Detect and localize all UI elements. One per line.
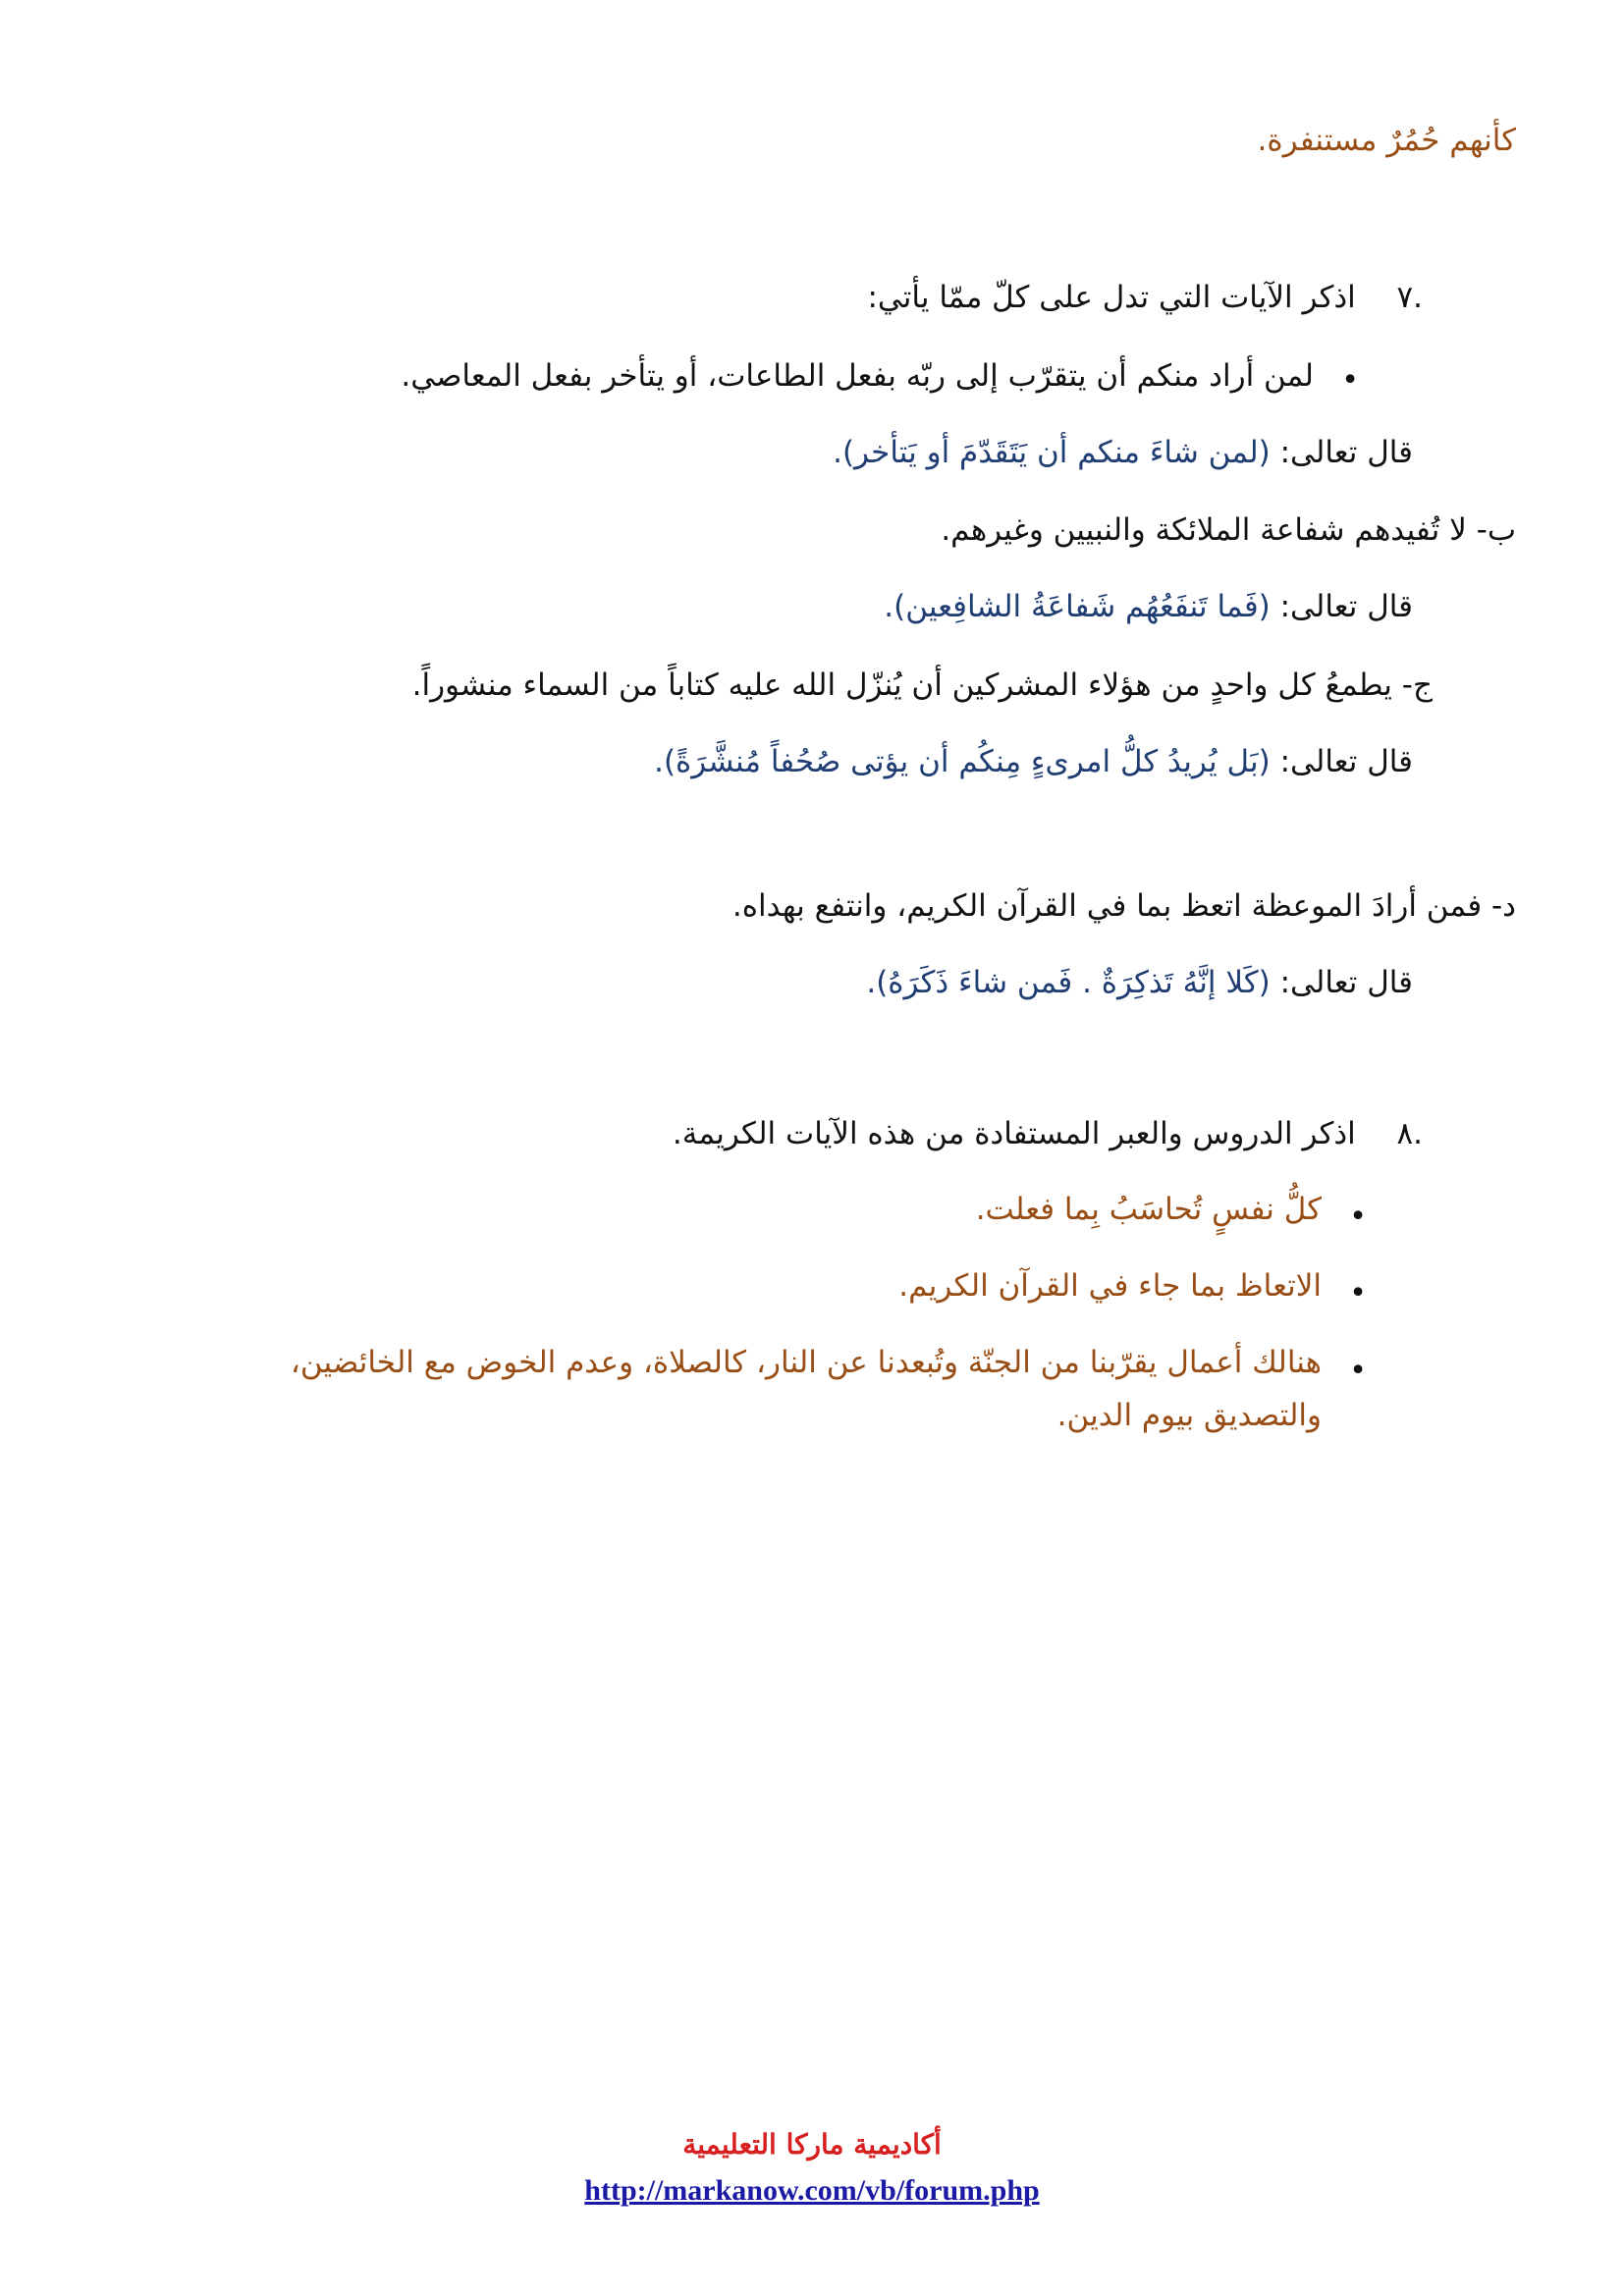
lesson-item-continuation: والتصديق بيوم الدين. — [1056, 1398, 1322, 1433]
answer-label: قال تعالى: — [1279, 435, 1413, 470]
item-b-answer — [884, 589, 1413, 624]
footer-link[interactable]: http://markanow.com/vb/forum.php — [584, 2174, 1040, 2207]
item-a-answer — [833, 435, 1413, 470]
question-8-number: .٨ — [1396, 1116, 1423, 1151]
answer-verse: (فَما تَنفَعُهُم شَفاعَةُ الشافِعين). — [884, 589, 1271, 624]
answer-verse: (لمن شاءَ منكم أن يَتَقَدّمَ أو يَتأخر). — [833, 435, 1271, 470]
item-a-prompt: لمن أراد منكم أن يتقرّب إلى ربّه بفعل الطاعات، أو يتأخر بفعل المعاصي. — [401, 358, 1314, 394]
answer-verse: (كَلا إنَّهُ تَذكِرَةٌ . فَمن شاءَ ذَكَرَهُ). — [866, 965, 1271, 1000]
item-c-prompt: ج- يطمعُ كل واحدٍ من هؤلاء المشركين أن يُنزّل الله عليه كتاباً من السماء منشوراً. — [411, 667, 1433, 703]
item-b-prompt: ب- لا تُفيدهم شفاعة الملائكة والنبيين وغيرهم. — [941, 512, 1516, 548]
lesson-item: كلُّ نفسٍ تُحاسَبُ بِما فعلت. — [975, 1192, 1322, 1227]
question-7-number: .٧ — [1396, 280, 1423, 315]
bullet-icon: • — [1349, 1276, 1367, 1310]
bullet-icon: • — [1349, 1354, 1367, 1388]
answer-label: قال تعالى: — [1279, 965, 1413, 1000]
question-7 — [867, 280, 1423, 315]
answer-label: قال تعالى: — [1279, 589, 1413, 624]
item-d-prompt: د- فمن أرادَ الموعظة اتعظ بما في القرآن الكريم، وانتفع بهداه. — [731, 888, 1516, 924]
footer-title: أكاديمية ماركا التعليمية — [682, 2128, 942, 2161]
answer-label: قال تعالى: — [1279, 744, 1413, 779]
bullet-icon: • — [1341, 363, 1359, 398]
item-d-answer — [866, 965, 1413, 1000]
item-c-answer — [654, 744, 1413, 779]
question-8-text: اذكر الدروس والعبر المستفادة من هذه الآيات الكريمة. — [672, 1116, 1356, 1151]
bullet-icon: • — [1349, 1200, 1367, 1234]
question-8 — [673, 1116, 1423, 1151]
lesson-item: هنالك أعمال يقرّبنا من الجنّة وتُبعدنا عن النار، كالصلاة، وعدم الخوض مع الخائضين، — [290, 1345, 1322, 1380]
lesson-item: الاتعاظ بما جاء في القرآن الكريم. — [898, 1268, 1322, 1304]
continuation-line: كأنهم حُمُرٌ مستنفرة. — [1257, 123, 1516, 158]
answer-verse: (بَل يُريدُ كلُّ امرىءٍ مِنكُم أن يؤتى صُحُفاً مُنشَّرَةً). — [654, 744, 1271, 779]
question-7-text: اذكر الآيات التي تدل على كلّ ممّا يأتي: — [867, 280, 1356, 315]
